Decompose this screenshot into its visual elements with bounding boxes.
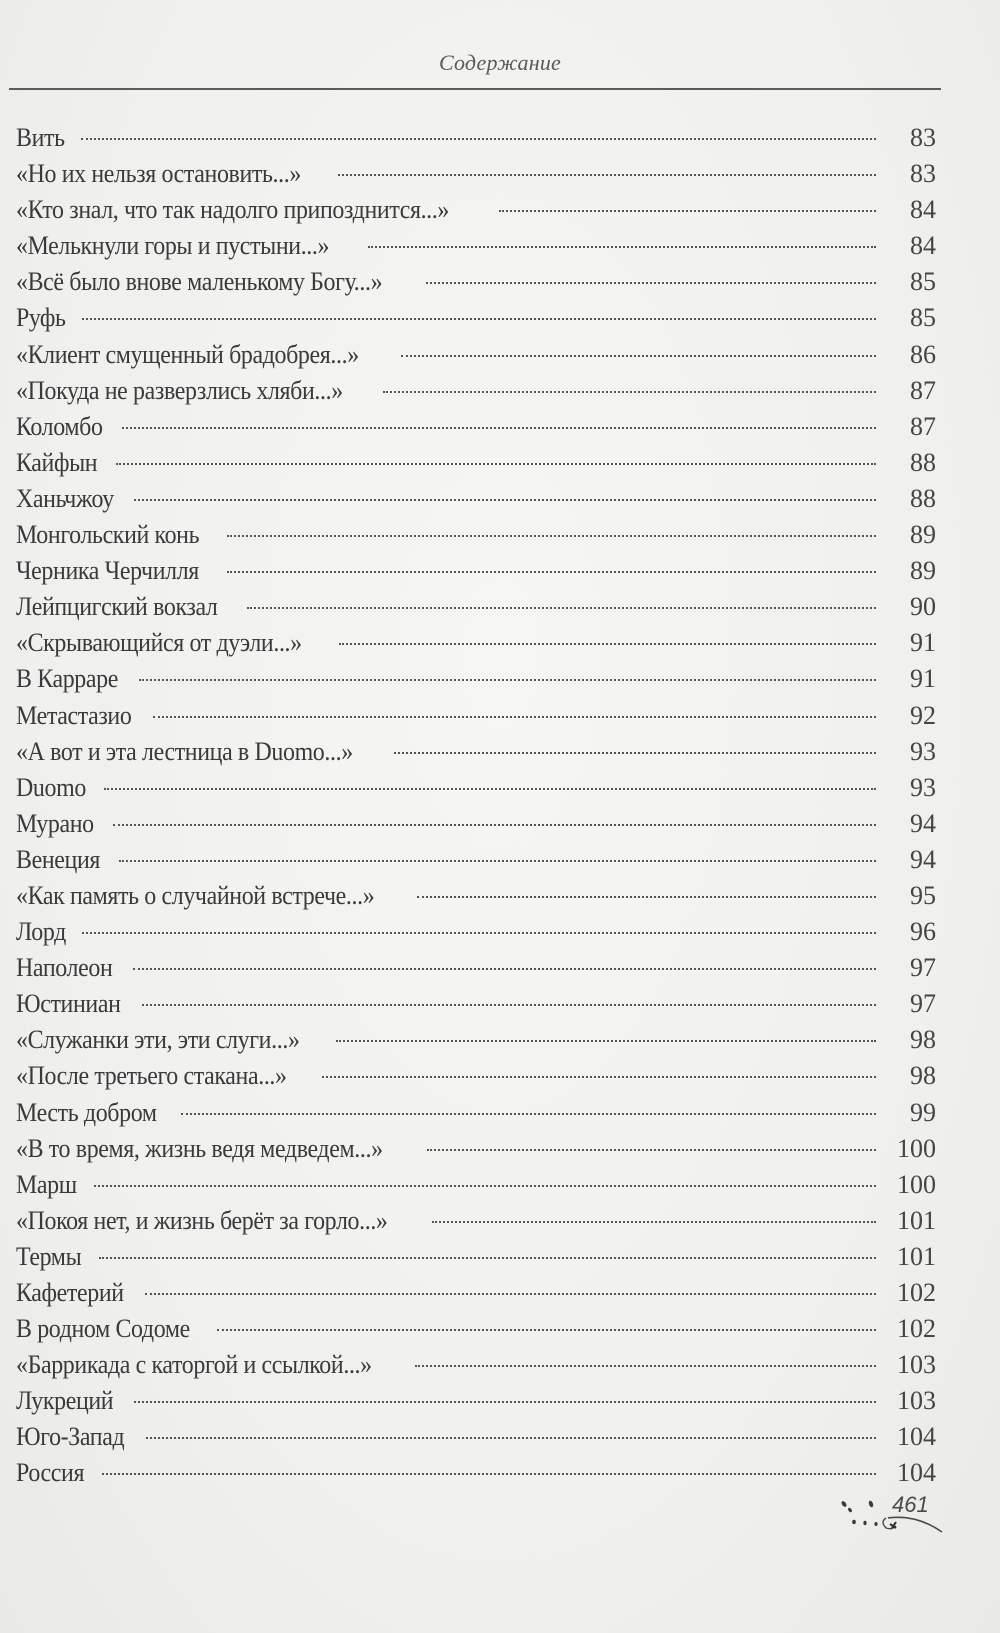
toc-entry-page: 88 xyxy=(910,447,936,477)
toc-entry xyxy=(16,373,936,409)
toc-entry xyxy=(16,156,936,192)
toc-entry xyxy=(16,986,936,1022)
table-of-contents xyxy=(16,120,936,1492)
toc-entry xyxy=(16,625,936,661)
dot-leader xyxy=(119,860,876,862)
toc-entry-page: 91 xyxy=(910,628,936,658)
toc-entry xyxy=(16,1275,936,1311)
dot-leader xyxy=(415,1365,876,1367)
toc-entry xyxy=(16,950,936,986)
dot-leader xyxy=(81,138,876,140)
toc-entry-title: «Баррикада с каторгой и ссылкой...» xyxy=(16,1350,372,1380)
toc-entry-page: 102 xyxy=(897,1278,936,1307)
toc-entry xyxy=(16,1239,936,1275)
dot-leader xyxy=(142,1004,876,1006)
toc-entry xyxy=(16,734,936,770)
toc-entry-title: Юстиниан xyxy=(16,989,121,1019)
toc-entry-page: 104 xyxy=(897,1422,936,1452)
running-head: Содержание xyxy=(438,50,561,75)
dot-leader xyxy=(417,896,876,898)
toc-entry-page: 89 xyxy=(910,520,936,550)
toc-entry-title: «Но их нельзя остановить...» xyxy=(16,159,301,189)
dot-leader xyxy=(427,1149,876,1151)
toc-entry-title: Месть добром xyxy=(16,1097,157,1127)
toc-entry-page: 86 xyxy=(910,339,936,369)
dot-leader xyxy=(217,1329,876,1331)
toc-entry xyxy=(16,1058,936,1094)
toc-entry-page: 88 xyxy=(910,483,936,513)
toc-entry-title: Россия xyxy=(16,1458,85,1488)
toc-entry xyxy=(16,806,936,842)
toc-entry-title: В родном Содоме xyxy=(16,1314,190,1344)
dot-leader xyxy=(139,679,876,681)
toc-entry xyxy=(16,1022,936,1058)
toc-entry xyxy=(16,661,936,697)
dot-leader xyxy=(432,1221,876,1223)
dot-leader xyxy=(394,752,876,754)
toc-entry-title: Монгольский конь xyxy=(16,520,200,550)
toc-entry xyxy=(16,120,936,156)
toc-entry-page: 89 xyxy=(910,556,936,586)
toc-entry-title: «Всё было внове маленькому Богу...» xyxy=(16,267,383,297)
toc-entry xyxy=(16,1131,936,1167)
dot-leader xyxy=(401,355,876,357)
dot-leader xyxy=(383,391,876,393)
toc-entry xyxy=(16,300,936,336)
toc-entry-title: Duomo xyxy=(16,772,86,802)
toc-entry xyxy=(16,698,936,734)
dot-leader xyxy=(134,1401,876,1403)
toc-entry-title: «Клиент смущенный брадобрея...» xyxy=(16,339,359,369)
toc-entry-title: Руфь xyxy=(16,303,66,333)
toc-entry xyxy=(16,589,936,625)
dot-leader xyxy=(153,716,876,718)
toc-entry xyxy=(16,264,936,300)
toc-entry-title: Венеция xyxy=(16,844,101,874)
dot-leader xyxy=(82,318,876,320)
dot-leader xyxy=(146,1437,876,1439)
toc-entry xyxy=(16,1095,936,1131)
dot-leader xyxy=(104,788,876,790)
toc-entry-title: В Карраре xyxy=(16,664,119,694)
toc-entry-page: 101 xyxy=(897,1241,936,1271)
dot-leader xyxy=(99,1257,876,1259)
toc-entry xyxy=(16,192,936,228)
dot-leader xyxy=(227,571,876,573)
dot-leader xyxy=(122,427,876,429)
toc-entry-title: Черника Черчилля xyxy=(16,556,199,586)
toc-entry-page: 100 xyxy=(897,1133,936,1163)
toc-entry-page: 104 xyxy=(897,1458,936,1488)
toc-entry-title: «Мелькнули горы и пустыни...» xyxy=(16,231,330,261)
toc-entry-title: Наполеон xyxy=(16,953,113,983)
toc-entry-title: Юго-Запад xyxy=(16,1422,125,1452)
dot-leader xyxy=(368,246,876,248)
toc-entry-title: «После третьего стакана...» xyxy=(16,1061,287,1091)
toc-entry-title: «Служанки эти, эти слуги...» xyxy=(16,1025,300,1055)
dot-leader xyxy=(113,824,876,826)
toc-entry-page: 96 xyxy=(910,917,936,947)
dot-leader xyxy=(247,607,876,609)
toc-entry xyxy=(16,878,936,914)
toc-entry-title: Ханьчжоу xyxy=(16,483,114,513)
toc-entry-title: Лорд xyxy=(16,917,66,947)
page-footer xyxy=(840,1492,960,1552)
dot-leader xyxy=(322,1076,876,1078)
toc-entry-title: Кайфын xyxy=(16,447,98,477)
dot-leader xyxy=(227,535,876,537)
toc-entry-page: 84 xyxy=(910,195,936,225)
toc-entry-page: 97 xyxy=(910,989,936,1019)
toc-entry-page: 87 xyxy=(910,411,936,441)
toc-entry-page: 91 xyxy=(910,664,936,694)
toc-entry-title: Марш xyxy=(16,1169,77,1199)
toc-entry-title: «Кто знал, что так надолго припозднится...» xyxy=(16,195,450,225)
toc-entry-title: Вить xyxy=(16,123,65,152)
toc-entry-page: 94 xyxy=(910,808,936,838)
dot-leader xyxy=(134,499,876,501)
toc-entry-page: 95 xyxy=(910,880,936,910)
dot-leader xyxy=(145,1293,876,1295)
toc-entry-page: 92 xyxy=(910,700,936,730)
toc-entry-title: Лукреций xyxy=(16,1386,114,1416)
toc-entry-title: «Скрывающийся от дуэли...» xyxy=(16,628,302,658)
toc-entry xyxy=(16,409,936,445)
dot-leader xyxy=(336,1040,876,1042)
toc-entry-page: 93 xyxy=(910,772,936,802)
toc-entry-page: 100 xyxy=(897,1169,936,1199)
folio-swash-icon xyxy=(886,1498,956,1538)
dot-leader xyxy=(133,968,876,970)
toc-entry xyxy=(16,1419,936,1455)
toc-entry xyxy=(16,481,936,517)
toc-entry-page: 103 xyxy=(897,1386,936,1416)
toc-entry-page: 83 xyxy=(910,123,936,152)
dot-leader xyxy=(339,643,876,645)
toc-entry-page: 103 xyxy=(897,1350,936,1380)
toc-entry-page: 84 xyxy=(910,231,936,261)
toc-entry-page: 99 xyxy=(910,1097,936,1127)
dot-leader xyxy=(181,1113,876,1115)
toc-entry xyxy=(16,770,936,806)
dot-leader xyxy=(94,1185,876,1187)
toc-entry-title: Лейпцигский вокзал xyxy=(16,592,218,622)
page-number: 461 xyxy=(892,1492,929,1517)
toc-entry-page: 85 xyxy=(910,267,936,297)
dot-leader xyxy=(499,210,876,212)
toc-entry-title: Термы xyxy=(16,1241,82,1271)
toc-entry xyxy=(16,228,936,264)
toc-entry-page: 102 xyxy=(897,1314,936,1344)
toc-entry-page: 98 xyxy=(910,1025,936,1055)
toc-entry xyxy=(16,1455,936,1491)
toc-entry-title: «А вот и эта лестница в Duomo...» xyxy=(16,736,353,766)
toc-entry-page: 101 xyxy=(897,1205,936,1235)
toc-entry-page: 90 xyxy=(910,592,936,622)
toc-entry-title: Метастазио xyxy=(16,700,132,730)
toc-entry-title: «Покоя нет, и жизнь берёт за горло...» xyxy=(16,1205,388,1235)
toc-entry xyxy=(16,1347,936,1383)
toc-entry-page: 93 xyxy=(910,736,936,766)
toc-entry xyxy=(16,337,936,373)
toc-entry xyxy=(16,1203,936,1239)
toc-entry xyxy=(16,842,936,878)
toc-entry xyxy=(16,445,936,481)
toc-entry xyxy=(16,1311,936,1347)
header-rule xyxy=(9,88,941,90)
dot-leader xyxy=(338,174,876,176)
dot-leader xyxy=(116,463,876,465)
toc-entry-page: 94 xyxy=(910,844,936,874)
toc-entry-title: Мурано xyxy=(16,808,94,838)
toc-entry-title: «Покуда не разверзлись хляби...» xyxy=(16,375,343,405)
toc-entry-page: 87 xyxy=(910,375,936,405)
dot-leader xyxy=(102,1473,876,1475)
toc-entry-title: Кафетерий xyxy=(16,1278,124,1307)
toc-entry-title: «В то время, жизнь ведя медведем...» xyxy=(16,1133,383,1163)
toc-entry xyxy=(16,1167,936,1203)
toc-entry-title: «Как память о случайной встрече...» xyxy=(16,880,375,910)
toc-entry xyxy=(16,517,936,553)
toc-entry-title: Коломбо xyxy=(16,411,103,441)
dot-leader xyxy=(82,932,876,934)
toc-entry-page: 97 xyxy=(910,953,936,983)
dot-leader xyxy=(426,282,876,284)
toc-entry-page: 85 xyxy=(910,303,936,333)
toc-entry-page: 83 xyxy=(910,159,936,189)
toc-entry-page: 98 xyxy=(910,1061,936,1091)
toc-entry xyxy=(16,1383,936,1419)
toc-entry xyxy=(16,914,936,950)
toc-entry xyxy=(16,553,936,589)
